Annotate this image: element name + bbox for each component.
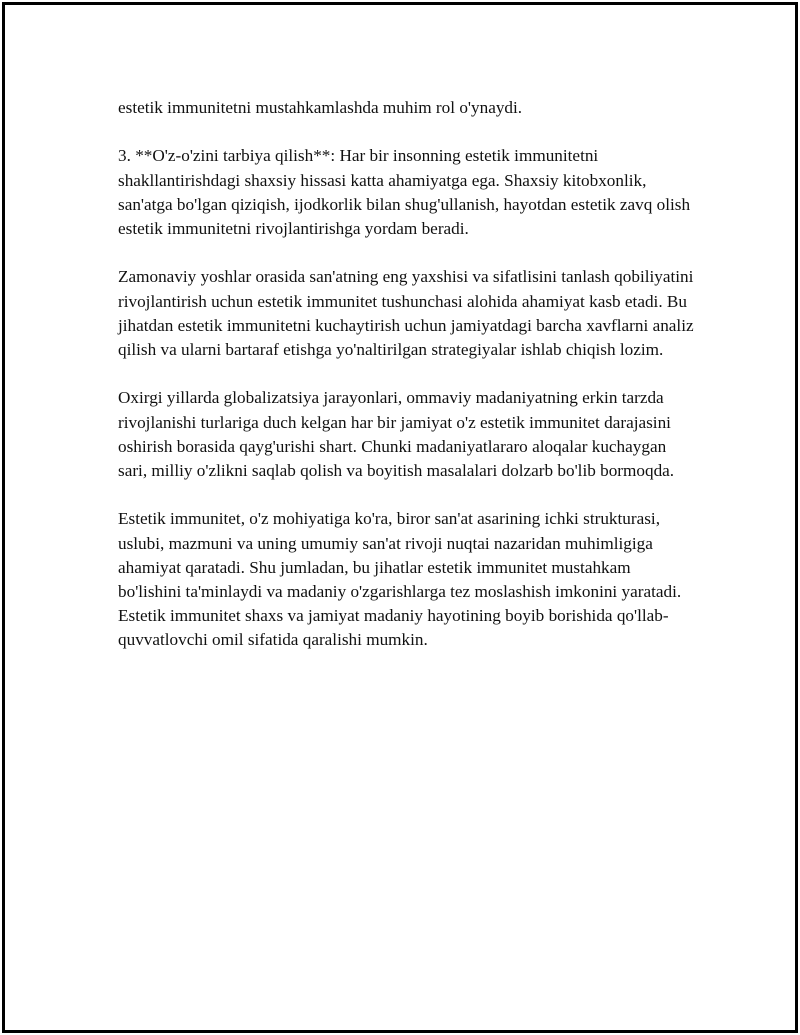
paragraph-aesthetic-immunity: Estetik immunitet, o'z mohiyatiga ko'ra, biror san'at asarining ichki strukturasi, uslubi, mazmuni va uning umumiy san'at rivoji nuqtai nazaridan muhimligiga ahamiyat qaratadi. Shu jumladan, bu jihatlar estetik immunitet mustahkam bo'lishini ta'minlaydi va madaniy o'zgarishlarga tez moslashish imkonini yaratadi. Estetik immunitet shaxs va jamiyat madaniy hayotining boyib borishida qo'llab-quvvatlovchi omil sifatida qaralishi mumkin.	[118, 509, 682, 650]
paragraph-modern-youth: Zamonaviy yoshlar orasida san'atning eng yaxshisi va sifatlisini tanlash qobiliyatini rivojlantirish uchun estetik immunitet tushunchasi alohida ahamiyat kasb etadi. Bu jihatdan estetik immunitetni kuchaytirish uchun jamiyatdagi barcha xavflarni analiz qilish va ularni bartaraf etishga yo'naltirilgan strategiyalar ishlab chiqish lozim.	[118, 267, 694, 359]
paragraph-self-education: 3. **O'z-o'zini tarbiya qilish**: Har bir insonning estetik immunitetni shakllantirishdagi shaxsiy hissasi katta ahamiyatga ega. Shaxsiy kitobxonlik, san'atga bo'lgan qiziqish, ijodkorlik bilan shug'ullanish, hayotdan estetik zavq olish estetik immunitetni rivojlantirishga yordam beradi.	[118, 146, 691, 238]
document-page	[2, 2, 798, 1033]
paragraph-continuation: estetik immunitetni mustahkamlashda muhim rol o'ynaydi.	[118, 98, 523, 117]
paragraph-globalization: Oxirgi yillarda globalizatsiya jarayonlari, ommaviy madaniyatning erkin tarzda rivojlanishi turlariga duch kelgan har bir jamiyat o'z estetik immunitet darajasini oshirish borasida qayg'urishi shart. Chunki madaniyatlararo aloqalar kuchaygan sari, milliy o'zlikni saqlab qolish va boyitish masalalari dolzarb bo'lib bormoqda.	[118, 388, 675, 480]
document-body	[118, 96, 698, 677]
